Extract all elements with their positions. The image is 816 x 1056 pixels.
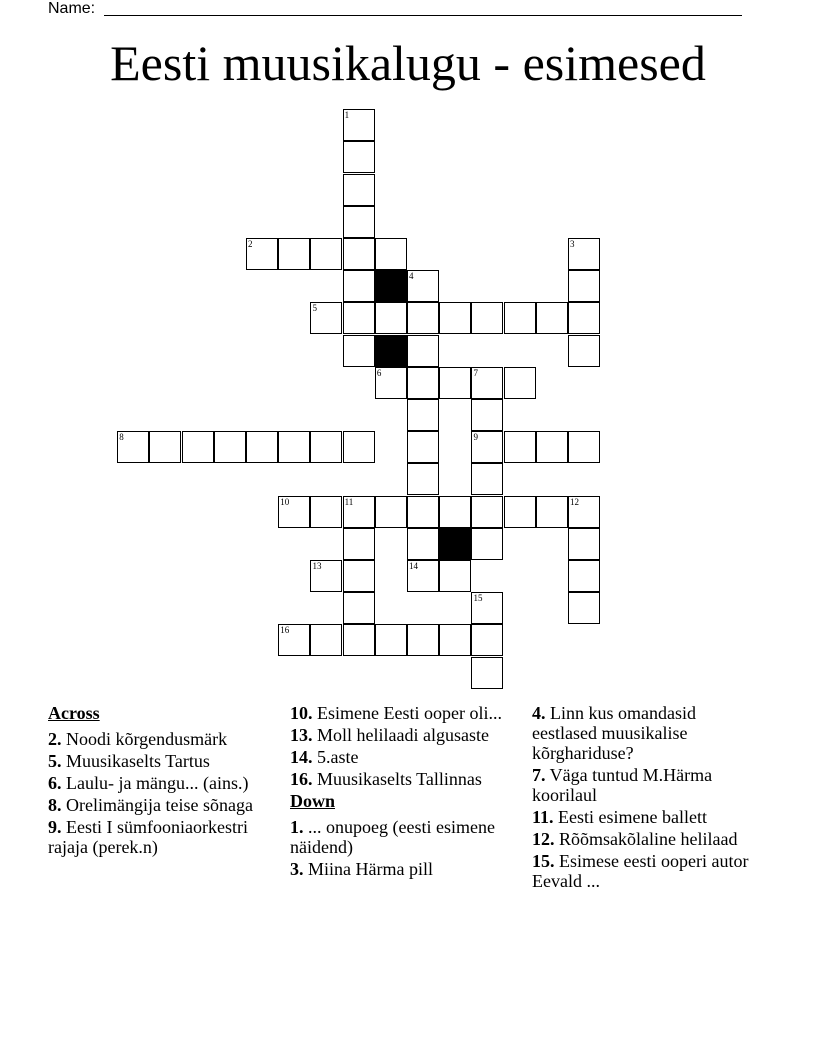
crossword-cell[interactable] [407,496,439,528]
name-label: Name: [48,0,96,17]
clue-number: 14. [290,747,313,767]
crossword-cell[interactable] [182,431,214,463]
clue-number: 4 [409,271,414,282]
crossword-cell[interactable] [214,431,246,463]
crossword-cell[interactable] [568,560,600,592]
crossword-cell[interactable] [375,302,407,334]
crossword-cell[interactable] [343,109,375,141]
crossword-cell[interactable] [407,624,439,656]
clue-item [48,817,268,857]
crossword-cell[interactable] [310,238,342,270]
clue-text: Miina Härma pill [303,859,433,879]
clue-number: 5 [312,303,317,314]
crossword-cell[interactable] [117,431,149,463]
clue-text: Noodi kõrgendusmärk [61,729,228,749]
crossword-cell[interactable] [536,302,568,334]
down-clue-list [290,817,512,879]
crossword-cell[interactable] [568,592,600,624]
crossword-cell[interactable] [407,270,439,302]
clue-text: Linn kus omandasid eestlased muusikalise kõrghariduse? [532,703,696,763]
clue-number: 13 [312,561,322,572]
clue-number: 6 [376,367,382,378]
clue-number: 7. [532,765,546,785]
clue-number: 11. [532,807,554,827]
clue-number: 14 [409,561,419,572]
clue-number: 16 [280,625,290,636]
clue-number: 7 [473,367,478,378]
clue-text: Muusikaselts Tartus [61,751,210,771]
clue-text: 5.aste [312,747,359,767]
black-cell [375,335,407,367]
clue-number: 4. [532,703,546,723]
crossword-cell[interactable] [471,592,503,624]
crossword-cell[interactable] [407,528,439,560]
crossword-cell[interactable] [343,270,375,302]
black-cell [439,528,471,560]
clue-number: 3. [290,859,304,879]
clue-item [532,765,760,805]
clues-column-2 [290,703,512,881]
crossword-cell[interactable] [149,431,181,463]
crossword-cell[interactable] [568,302,600,334]
crossword-cell[interactable] [407,463,439,495]
clue-item [290,725,512,745]
clue-text: Eesti I sümfooniaorkestri rajaja (perek.n) [48,817,248,857]
crossword-cell[interactable] [407,399,439,431]
down-clue-list-continued [532,703,760,891]
clue-number: 1. [290,817,304,837]
crossword-cell[interactable] [407,302,439,334]
crossword-cell[interactable] [471,496,503,528]
clue-item [290,859,512,879]
crossword-cell[interactable] [343,206,375,238]
clue-item [290,747,512,767]
clue-item [48,729,268,749]
clue-number: 2 [248,239,253,250]
clue-text: Rõõmsakõlaline helilaad [554,829,738,849]
across-clue-list [48,729,268,857]
clues-column-3 [532,703,760,893]
clue-text: Väga tuntud M.Härma koorilaul [532,765,713,805]
clue-item [48,751,268,771]
crossword-cell[interactable] [343,302,375,334]
crossword-cell[interactable] [568,238,600,270]
crossword-cell[interactable] [310,496,342,528]
crossword-cell[interactable] [375,367,407,399]
clue-number: 10 [280,496,290,507]
clue-number: 13. [290,725,313,745]
crossword-cell[interactable] [471,463,503,495]
clue-item [532,851,760,891]
crossword-cell[interactable] [471,528,503,560]
crossword-cell[interactable] [568,431,600,463]
crossword-cell[interactable] [310,302,342,334]
clue-item [290,769,512,789]
crossword-cell[interactable] [246,431,278,463]
page-title: Eesti muusikalugu - esimesed [110,35,706,91]
clue-item [290,703,512,723]
black-cell [375,270,407,302]
crossword-cell[interactable] [343,592,375,624]
crossword-cell[interactable] [536,496,568,528]
crossword-cell[interactable] [471,399,503,431]
crossword-cell[interactable] [439,496,471,528]
clue-number: 3 [570,239,575,250]
crossword-cell[interactable] [471,302,503,334]
clue-number: 12. [532,829,555,849]
clue-number: 2. [48,729,62,749]
clue-text: Muusikaselts Tallinnas [312,769,482,789]
clues-column-1 [48,703,268,859]
crossword-cell[interactable] [375,238,407,270]
clue-number: 9 [473,432,478,443]
clue-number: 11 [344,496,354,507]
crossword-cell[interactable] [246,238,278,270]
crossword-cell[interactable] [568,528,600,560]
crossword-cell[interactable] [278,431,310,463]
clue-number: 8. [48,795,62,815]
clue-text: Eesti esimene ballett [553,807,707,827]
crossword-cell[interactable] [375,624,407,656]
crossword-cell[interactable] [439,302,471,334]
clue-number: 16. [290,769,313,789]
clue-number: 15. [532,851,555,871]
crossword-cell[interactable] [439,560,471,592]
crossword-cell[interactable] [504,302,536,334]
clue-item [532,703,760,763]
crossword-cell[interactable] [310,624,342,656]
crossword-cell[interactable] [343,496,375,528]
crossword-cell[interactable] [471,657,503,689]
crossword-cell[interactable] [471,624,503,656]
crossword-cell[interactable] [278,238,310,270]
crossword-cell[interactable] [310,560,342,592]
crossword-cell[interactable] [407,560,439,592]
crossword-cell[interactable] [343,431,375,463]
crossword-cell[interactable] [439,367,471,399]
crossword-cell[interactable] [407,367,439,399]
clue-number: 5. [48,751,62,771]
crossword-cell[interactable] [343,560,375,592]
clue-text: ... onupoeg (eesti esimene näidend) [290,817,495,857]
crossword-cell[interactable] [536,431,568,463]
clue-text: Orelimängija teise sõnaga [61,795,253,815]
across-clue-list-continued [290,703,512,789]
crossword-cell[interactable] [471,431,503,463]
across-heading: Across [48,703,100,723]
crossword-cell[interactable] [343,335,375,367]
clue-number: 6. [48,773,62,793]
clue-item [48,773,268,793]
crossword-cell[interactable] [343,174,375,206]
down-heading: Down [290,791,336,811]
clue-number: 9. [48,817,62,837]
crossword-cell[interactable] [504,367,536,399]
crossword-cell[interactable] [504,496,536,528]
crossword-cell[interactable] [439,624,471,656]
clue-number: 10. [290,703,313,723]
clue-text: Laulu- ja mängu... (ains.) [61,773,249,793]
clue-item [532,829,760,849]
clue-item [290,817,512,857]
clue-number: 15 [473,593,483,604]
crossword-cell[interactable] [407,431,439,463]
crossword-cell[interactable] [343,141,375,173]
crossword-cell[interactable] [343,528,375,560]
crossword-cell[interactable] [568,335,600,367]
crossword-cell[interactable] [343,624,375,656]
crossword-cell[interactable] [504,431,536,463]
clue-item [48,795,268,815]
clue-text: Esimene Eesti ooper oli... [312,703,502,723]
crossword-cell[interactable] [343,238,375,270]
clue-text: Moll helilaadi algusaste [312,725,489,745]
crossword-cell[interactable] [278,496,310,528]
crossword-cell[interactable] [375,496,407,528]
crossword-cell[interactable] [407,335,439,367]
clue-item [532,807,760,827]
clue-text: Esimese eesti ooperi autor Eevald ... [532,851,749,891]
clue-number: 12 [570,496,580,507]
crossword-cell[interactable] [310,431,342,463]
clue-number: 1 [344,110,350,121]
crossword-cell[interactable] [568,270,600,302]
crossword-cell[interactable] [278,624,310,656]
clue-number: 8 [119,432,124,443]
crossword-cell[interactable] [568,496,600,528]
crossword-cell[interactable] [471,367,503,399]
